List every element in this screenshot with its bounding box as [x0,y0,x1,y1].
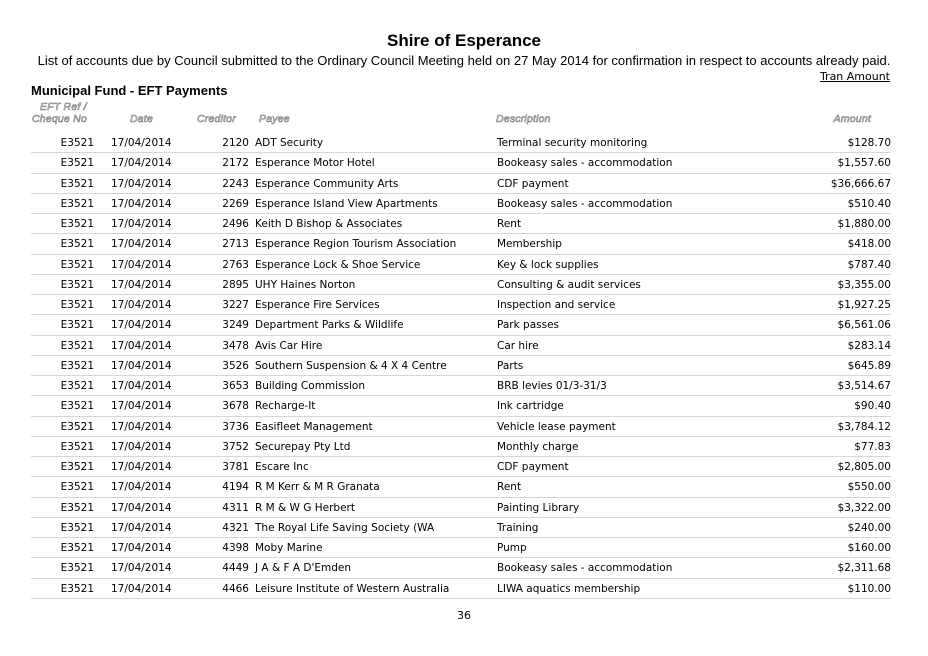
row-description: Rent [497,481,522,494]
row-payee: Recharge-It [255,400,316,413]
row-payee: R M Kerr & M R Granata [255,481,380,494]
table-row [31,498,891,518]
row-creditor: 3752 [222,440,249,453]
row-ref: E3521 [60,299,94,311]
row-payee: Avis Car Hire [255,339,323,352]
table-row [31,477,891,497]
row-amount: $787.40 [847,258,891,271]
row-description: Key & lock supplies [497,258,599,271]
row-creditor: 2713 [222,238,249,251]
row-payee: Department Parks & Wildlife [255,319,404,332]
page-number: 36 [457,609,471,622]
row-amount: $510.40 [847,197,891,210]
row-ref: E3521 [60,197,94,210]
row-payee: Leisure Institute of Western Australia [255,582,450,595]
row-amount: $1,557.60 [837,157,891,170]
row-amount: $2,805.00 [837,461,891,473]
row-date: 17/04/2014 [111,501,172,514]
row-description: Painting Library [497,501,580,514]
row-date: 17/04/2014 [111,440,172,453]
row-description: Car hire [497,339,539,352]
row-date: 17/04/2014 [111,542,172,554]
row-amount: $283.14 [847,339,891,352]
row-creditor: 3653 [222,380,249,392]
row-creditor: 4466 [222,582,249,595]
row-ref: E3521 [60,278,94,291]
row-payee: Building Commission [255,380,365,392]
row-amount: $2,311.68 [837,562,891,575]
row-payee: The Royal Life Saving Society (WA [255,521,435,534]
row-description: Bookeasy sales - accommodation [497,197,673,210]
row-date: 17/04/2014 [111,278,172,291]
row-ref: E3521 [60,501,94,514]
payments-table [0,133,928,599]
table-row [31,356,891,376]
row-date: 17/04/2014 [111,481,172,494]
table-row [31,133,891,153]
row-amount: $128.70 [847,137,891,149]
table-row [31,437,891,457]
row-description: Pump [497,542,527,554]
row-creditor: 4311 [222,501,249,514]
row-amount: $418.00 [847,238,891,251]
table-row [31,174,891,194]
column-header-description: Description [496,113,551,125]
section-heading: Municipal Fund - EFT Payments [31,83,228,98]
row-ref: E3521 [60,420,94,433]
table-row [31,579,891,599]
table-row [31,275,891,295]
row-date: 17/04/2014 [111,562,172,575]
table-row [31,538,891,558]
row-payee: Esperance Lock & Shoe Service [255,258,421,271]
row-date: 17/04/2014 [111,218,172,230]
table-row [31,457,891,477]
row-amount: $90.40 [854,400,891,413]
table-row [31,214,891,234]
row-ref: E3521 [60,400,94,413]
row-ref: E3521 [60,380,94,392]
row-creditor: 3781 [222,461,249,473]
row-description: Consulting & audit services [497,278,641,291]
row-date: 17/04/2014 [111,299,172,311]
row-description: Ink cartridge [497,400,564,413]
table-row [31,558,891,578]
row-date: 17/04/2014 [111,197,172,210]
column-header-cheque-no: Cheque No [32,113,87,125]
row-creditor: 3478 [222,339,249,352]
tran-amount-label: Tran Amount [819,70,890,83]
column-header-payee: Payee [259,113,290,125]
row-payee: Esperance Community Arts [255,177,399,190]
row-amount: $3,514.67 [837,380,891,392]
row-date: 17/04/2014 [111,238,172,251]
row-payee: Keith D Bishop & Associates [255,218,403,230]
column-header-amount: Amount [833,113,871,125]
table-row [31,255,891,275]
row-creditor: 2172 [222,157,249,170]
column-header-creditor: Creditor [197,113,236,125]
row-payee: Securepay Pty Ltd [255,440,351,453]
row-creditor: 3227 [222,299,249,311]
row-creditor: 4194 [222,481,249,494]
row-amount: $1,927.25 [837,299,891,311]
row-amount: $3,355.00 [837,278,891,291]
column-header-date: Date [130,113,153,125]
row-amount: $110.00 [847,582,891,595]
row-date: 17/04/2014 [111,319,172,332]
row-description: Parts [497,359,524,372]
row-amount: $1,880.00 [837,218,891,230]
row-ref: E3521 [60,440,94,453]
row-ref: E3521 [60,461,94,473]
table-row [31,518,891,538]
row-description: Inspection and service [497,299,616,311]
row-payee: Moby Marine [255,542,323,554]
table-row [31,295,891,315]
row-ref: E3521 [60,258,94,271]
row-payee: Esperance Island View Apartments [255,197,438,210]
row-payee: J A & F A D'Emden [255,562,351,575]
row-description: LIWA aquatics membership [497,582,641,595]
column-header-eft-ref: EFT Ref / [40,101,87,113]
row-date: 17/04/2014 [111,157,172,170]
table-row [31,396,891,416]
row-creditor: 3736 [222,420,249,433]
row-amount: $36,666.67 [830,177,891,190]
row-payee: Easifleet Management [255,420,373,433]
row-payee: Esperance Fire Services [255,299,380,311]
row-description: Terminal security monitoring [497,137,648,149]
table-row [31,417,891,437]
row-creditor: 3526 [222,359,249,372]
row-description: Bookeasy sales - accommodation [497,157,673,170]
row-payee: ADT Security [255,137,324,149]
row-date: 17/04/2014 [111,400,172,413]
row-creditor: 2120 [222,137,249,149]
row-ref: E3521 [60,359,94,372]
row-creditor: 4398 [222,542,249,554]
row-ref: E3521 [60,562,94,575]
row-description: Vehicle lease payment [497,420,616,433]
row-ref: E3521 [60,521,94,534]
row-creditor: 3249 [222,319,249,332]
row-date: 17/04/2014 [111,339,172,352]
row-date: 17/04/2014 [111,258,172,271]
row-creditor: 4321 [222,521,249,534]
document-subtitle: List of accounts due by Council submitted to the Ordinary Council Meeting held on 27 May 2014 for confirmation in respect to accounts already paid. [37,53,891,68]
document-title: Shire of Esperance [386,31,541,50]
row-ref: E3521 [60,481,94,494]
row-creditor: 4449 [222,562,249,575]
row-payee: Southern Suspension & 4 X 4 Centre [255,359,447,372]
row-description: Monthly charge [497,440,579,453]
row-description: CDF payment [497,177,569,190]
row-amount: $3,784.12 [837,420,891,433]
row-description: CDF payment [497,461,569,473]
table-row [31,315,891,335]
row-ref: E3521 [60,339,94,352]
row-amount: $77.83 [854,440,891,453]
row-ref: E3521 [60,542,94,554]
row-creditor: 2243 [222,177,249,190]
row-amount: $3,322.00 [837,501,891,514]
row-ref: E3521 [60,319,94,332]
row-description: Rent [497,218,522,230]
row-creditor: 2496 [222,218,249,230]
row-ref: E3521 [60,218,94,230]
row-ref: E3521 [60,238,94,251]
row-creditor: 2763 [222,258,249,271]
row-creditor: 2895 [222,278,249,291]
row-amount: $6,561.06 [837,319,891,332]
row-date: 17/04/2014 [111,359,172,372]
row-date: 17/04/2014 [111,177,172,190]
row-description: Membership [497,238,562,251]
row-date: 17/04/2014 [111,582,172,595]
row-date: 17/04/2014 [111,137,172,149]
row-description: Bookeasy sales - accommodation [497,562,673,575]
row-ref: E3521 [60,582,94,595]
row-date: 17/04/2014 [111,521,172,534]
row-amount: $240.00 [847,521,891,534]
row-creditor: 3678 [222,400,249,413]
table-row [31,234,891,254]
table-row [31,153,891,173]
row-amount: $645.89 [847,359,891,372]
table-row [31,336,891,356]
row-ref: E3521 [60,137,94,149]
row-payee: Esperance Motor Hotel [255,157,375,170]
row-description: BRB levies 01/3-31/3 [497,380,607,392]
row-payee: R M & W G Herbert [255,501,355,514]
table-row [31,194,891,214]
row-ref: E3521 [60,177,94,190]
table-row [31,376,891,396]
row-description: Park passes [497,319,560,332]
row-payee: Esperance Region Tourism Association [255,238,457,251]
row-date: 17/04/2014 [111,380,172,392]
row-date: 17/04/2014 [111,461,172,473]
row-creditor: 2269 [222,197,249,210]
row-description: Training [497,521,539,534]
row-payee: Escare Inc [255,461,309,473]
row-ref: E3521 [60,157,94,170]
row-date: 17/04/2014 [111,420,172,433]
row-amount: $160.00 [847,542,891,554]
row-payee: UHY Haines Norton [255,278,356,291]
row-amount: $550.00 [847,481,891,494]
